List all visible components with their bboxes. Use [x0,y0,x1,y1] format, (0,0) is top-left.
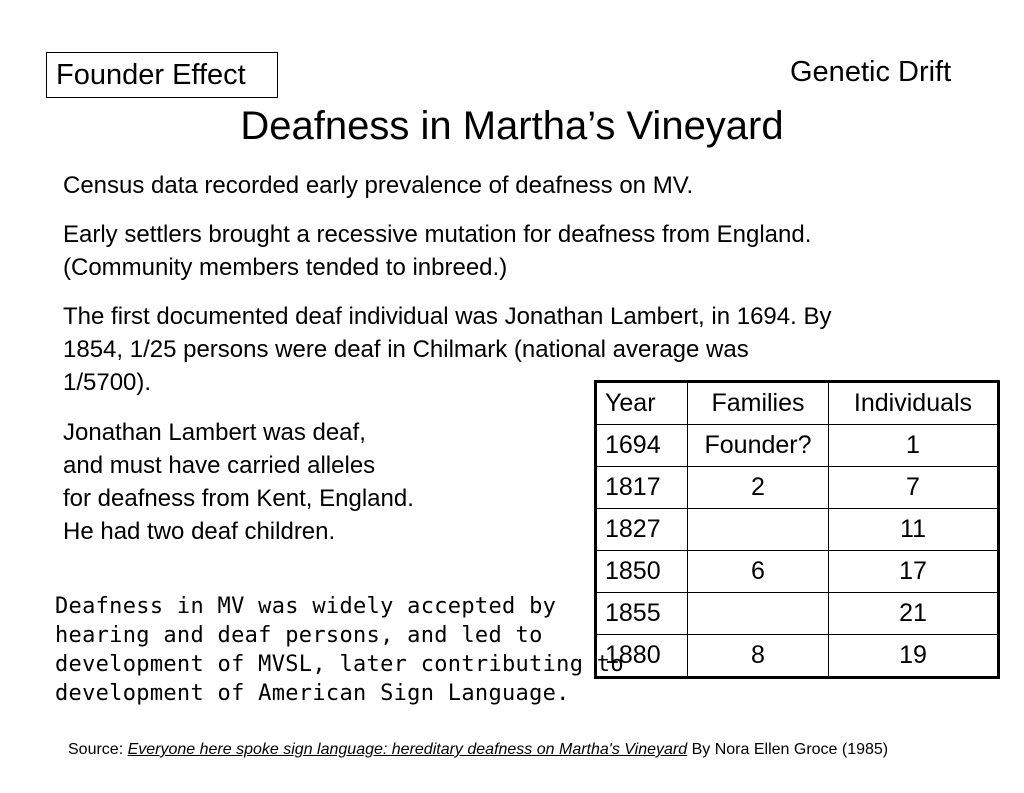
paragraph-line: 1/5700). [63,369,152,396]
year-cell: 1827 [596,509,688,551]
individuals-cell: 7 [829,467,999,509]
year-cell: 1850 [596,551,688,593]
year-cell: 1880 [596,635,688,678]
table-row [596,425,999,467]
individuals-cell: 17 [829,551,999,593]
source-reference-link[interactable]: Everyone here spoke sign language: hereditary deafness on Martha's Vineyard [127,741,688,758]
table-row [596,593,999,635]
individuals-cell: 19 [829,635,999,678]
table-row [596,635,999,678]
table-row [596,509,999,551]
lambert-paragraph [63,416,583,548]
paragraph-line: 1854, 1/25 persons were deaf in Chilmark (national average was [63,336,749,363]
paragraph-line: The first documented deaf individual was Jonathan Lambert, in 1694. By [63,303,832,330]
paragraph-line: He had two deaf children. [63,518,336,545]
paragraph-line: and must have carried alleles [63,452,376,479]
genetic-drift-label: Genetic Drift [790,56,952,88]
table-row [596,467,999,509]
source-suffix: By Nora Ellen Groce (1985) [687,741,889,758]
source-citation [68,741,888,759]
families-cell: 8 [688,635,829,678]
deafness-table [594,380,1000,679]
year-cell: 1817 [596,467,688,509]
paragraph-line: for deafness from Kent, England. [63,485,414,512]
individuals-cell: 11 [829,509,999,551]
note-line: Deafness in MV was widely accepted by [55,594,557,619]
families-cell: 2 [688,467,829,509]
families-cell [688,593,829,635]
families-cell [688,509,829,551]
settlers-paragraph [63,218,983,284]
individuals-cell: 21 [829,593,999,635]
founder-effect-label: Founder Effect [46,52,278,98]
census-paragraph: Census data recorded early prevalence of deafness on MV. [63,172,694,199]
paragraph-line: Early settlers brought a recessive mutation for deafness from England. [63,221,812,248]
table-header-row [596,382,999,425]
header-year: Year [596,382,688,425]
paragraph-line: (Community members tended to inbreed.) [63,254,508,281]
families-cell: 6 [688,551,829,593]
paragraph-line: Jonathan Lambert was deaf, [63,419,366,446]
note-line: development of American Sign Language. [55,681,570,706]
header-individuals: Individuals [829,382,999,425]
mvsl-note [55,592,624,708]
source-prefix: Source: [68,741,128,758]
year-cell: 1855 [596,593,688,635]
header-families: Families [688,382,829,425]
families-cell: Founder? [688,425,829,467]
individuals-cell: 1 [829,425,999,467]
page-title: Deafness in Martha’s Vineyard [240,104,784,148]
table-row [596,551,999,593]
note-line: development of MVSL, later contributing to [55,652,624,677]
year-cell: 1694 [596,425,688,467]
note-line: hearing and deaf persons, and led to [55,623,543,648]
